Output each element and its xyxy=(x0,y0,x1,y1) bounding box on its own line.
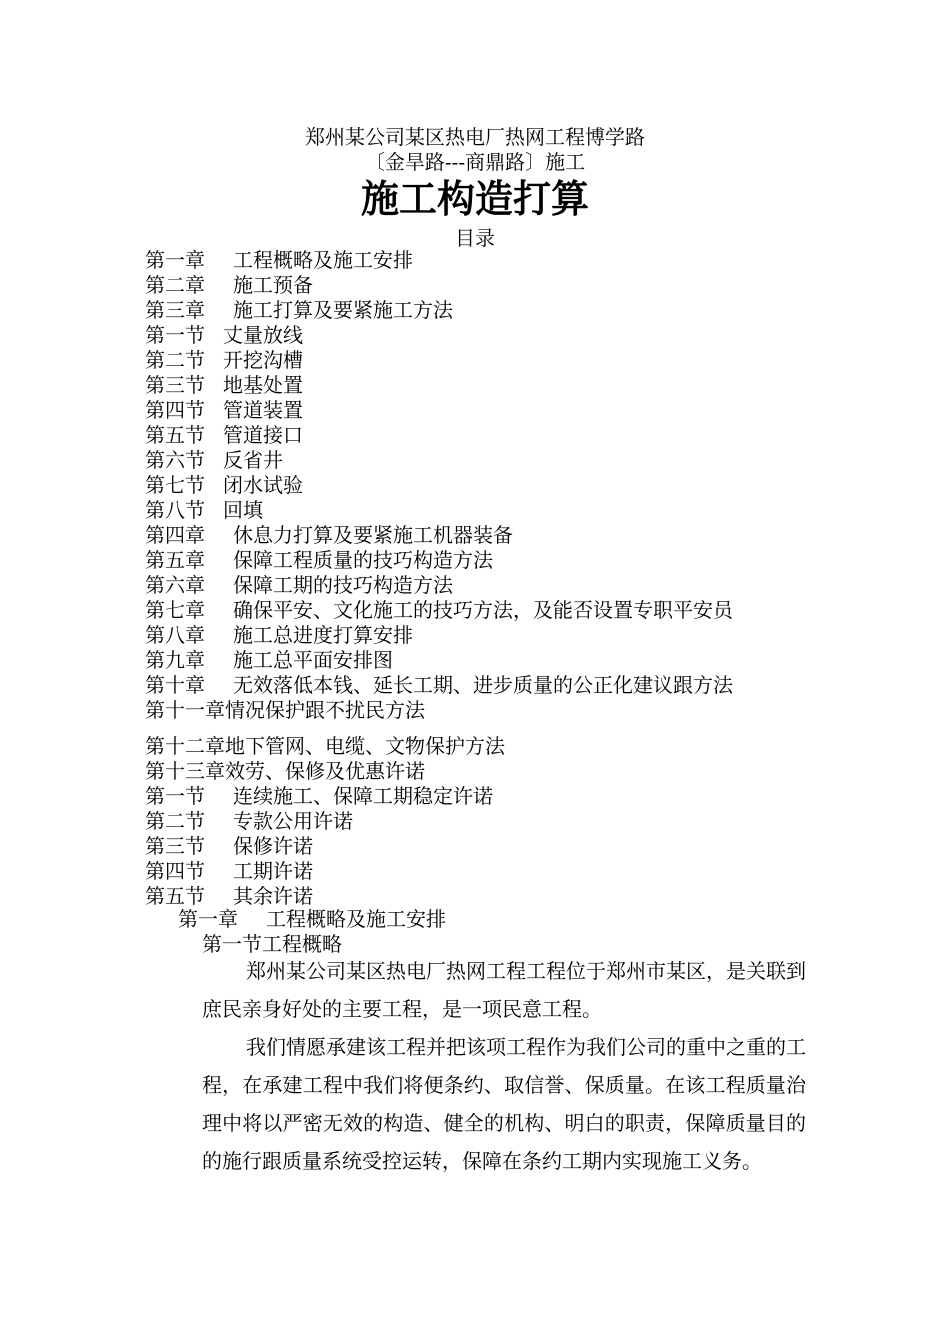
toc-entry xyxy=(145,623,845,648)
toc-entry-number: 第一章 xyxy=(145,248,205,272)
toc-entry xyxy=(145,834,845,859)
section-heading: 第一节工程概略 xyxy=(202,932,342,956)
toc-entry-text: 施工总进度打算安排 xyxy=(233,623,413,647)
toc-entry xyxy=(145,573,845,598)
toc-heading: 目录 xyxy=(455,226,495,250)
toc-entry-text: 连续施工、保障工期稳定许诺 xyxy=(233,784,493,808)
toc-entry-text: 第十三章效劳、保修及优惠许诺 xyxy=(145,759,425,783)
toc-entry-text: 工程概略及施工安排 xyxy=(233,248,413,272)
toc-entry-number: 第八节 xyxy=(145,498,205,522)
toc-entry-text: 保障工程质量的技巧构造方法 xyxy=(233,548,493,572)
toc-entry xyxy=(145,323,845,348)
toc-entry-text: 无效落低本钱、延长工期、进步质量的公正化建议跟方法 xyxy=(233,673,733,697)
toc-entry-text: 专款公用许诺 xyxy=(233,809,353,833)
toc-entry-text: 管道装置 xyxy=(223,398,303,422)
toc-entry-number: 第十章 xyxy=(145,673,205,697)
toc-entry-number: 第六节 xyxy=(145,448,205,472)
toc-entry xyxy=(145,809,845,834)
toc-entry-text: 确保平安、文化施工的技巧方法，及能否设置专职平安员 xyxy=(233,598,733,622)
toc-entry-text: 第十二章地下管网、电缆、文物保护方法 xyxy=(145,734,505,758)
toc-entry xyxy=(145,598,845,623)
chapter-heading xyxy=(178,907,446,932)
toc-entry-text: 开挖沟槽 xyxy=(223,348,303,372)
toc-entry-text: 施工预备 xyxy=(233,273,313,297)
toc-entry-text: 管道接口 xyxy=(223,423,303,447)
toc-entry xyxy=(145,398,845,423)
toc-entry-text: 丈量放线 xyxy=(223,323,303,347)
toc-entry-text: 第十一章情况保护跟不扰民方法 xyxy=(145,698,425,722)
toc-entry-number: 第五节 xyxy=(145,884,205,908)
toc-entry xyxy=(145,348,845,373)
project-title-line-2: 〔金旱路---商鼎路〕施工 xyxy=(364,150,586,174)
body-paragraph: 我们情愿承建该工程并把该项工程作为我们公司的重中之重的工程，在承建工程中我们将便条约、取信誉、保质量。在该工程质量治理中将以严密无效的构造、健全的机构、明白的职责，保障质量目的的施行跟质量系统受控运转，保障在条约工期内实现施工义务。 xyxy=(202,1035,806,1173)
toc-entry xyxy=(145,473,845,498)
toc-entry-text: 保修许诺 xyxy=(233,834,313,858)
toc-entry-text: 工期许诺 xyxy=(233,859,313,883)
toc-entry xyxy=(145,698,845,723)
toc-entry xyxy=(145,423,845,448)
toc-entry-number: 第三节 xyxy=(145,373,205,397)
toc-entry xyxy=(145,648,845,673)
body-paragraph: 郑州某公司某区热电厂热网工程工程位于郑州市某区，是关联到庶民亲身好处的主要工程，是一项民意工程。 xyxy=(202,959,806,1021)
toc-entry-number: 第五节 xyxy=(145,423,205,447)
toc-entry-number: 第四章 xyxy=(145,523,205,547)
project-title-line-1: 郑州某公司某区热电厂热网工程博学路 xyxy=(305,125,645,149)
toc-entry xyxy=(145,448,845,473)
toc-entry xyxy=(145,298,845,323)
toc-entry-text: 反省井 xyxy=(223,448,283,472)
main-title: 施工构造打算 xyxy=(360,176,589,221)
toc-entry-text: 其余许诺 xyxy=(233,884,313,908)
toc-entry xyxy=(145,498,845,523)
toc-entry-text: 施工打算及要紧施工方法 xyxy=(233,298,453,322)
toc-entry xyxy=(145,273,845,298)
toc-entry-text: 闭水试验 xyxy=(223,473,303,497)
toc-entry-number: 第二章 xyxy=(145,273,205,297)
table-of-contents xyxy=(145,248,845,909)
toc-entry-number: 第二节 xyxy=(145,809,205,833)
toc-entry-number: 第四节 xyxy=(145,859,205,883)
toc-entry-number: 第八章 xyxy=(145,623,205,647)
toc-entry xyxy=(145,548,845,573)
toc-entry-text: 地基处置 xyxy=(223,373,303,397)
toc-entry-number: 第一节 xyxy=(145,323,205,347)
toc-entry-number: 第七章 xyxy=(145,598,205,622)
toc-entry-number: 第七节 xyxy=(145,473,205,497)
toc-entry xyxy=(145,859,845,884)
toc-entry-number: 第五章 xyxy=(145,548,205,572)
toc-entry xyxy=(145,373,845,398)
toc-entry xyxy=(145,759,845,784)
toc-entry xyxy=(145,734,845,759)
toc-entry-number: 第三节 xyxy=(145,834,205,858)
toc-entry-number: 第六章 xyxy=(145,573,205,597)
toc-entry-text: 施工总平面安排图 xyxy=(233,648,393,672)
toc-entry-number: 第二节 xyxy=(145,348,205,372)
toc-entry-number: 第四节 xyxy=(145,398,205,422)
toc-entry-number: 第一节 xyxy=(145,784,205,808)
toc-entry xyxy=(145,248,845,273)
toc-entry-text: 保障工期的技巧构造方法 xyxy=(233,573,453,597)
toc-entry xyxy=(145,523,845,548)
chapter-number: 第一章 xyxy=(178,907,238,931)
chapter-title: 工程概略及施工安排 xyxy=(266,907,446,931)
toc-entry-number: 第三章 xyxy=(145,298,205,322)
toc-entry-number: 第九章 xyxy=(145,648,205,672)
toc-entry xyxy=(145,884,845,909)
toc-entry xyxy=(145,673,845,698)
toc-entry xyxy=(145,784,845,809)
toc-entry-text: 回填 xyxy=(223,498,263,522)
toc-entry-text: 休息力打算及要紧施工机器装备 xyxy=(233,523,513,547)
